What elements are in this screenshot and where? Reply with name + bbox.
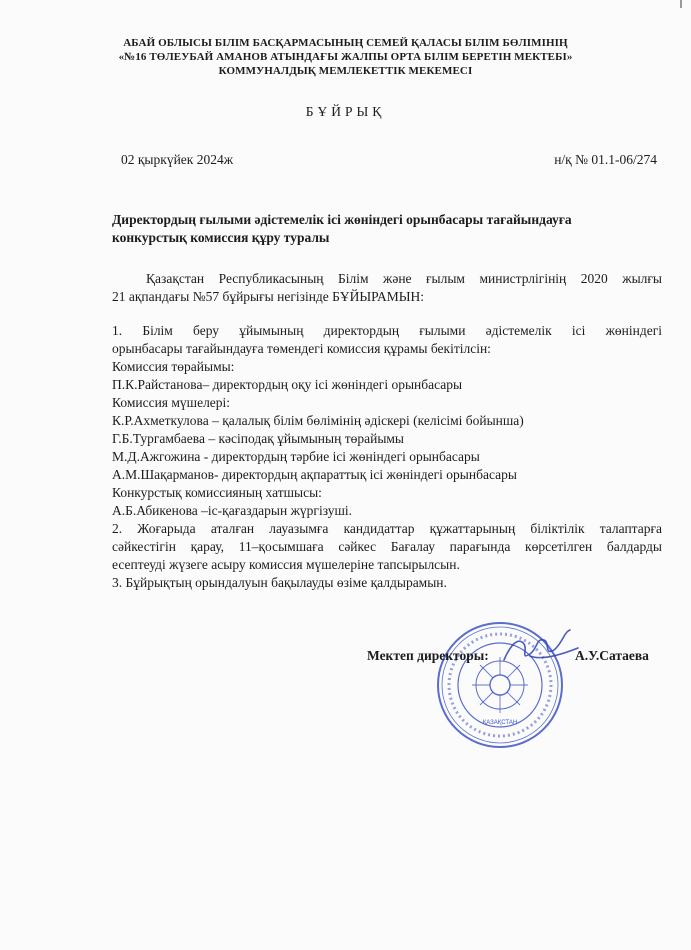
list-line: сәйкестігін қарау, 11–қосымшаға сәйкес Бағалау парағында көрсетілген балдарды	[112, 539, 662, 554]
list-line: Комиссия мүшелері:	[112, 395, 231, 410]
order-items	[112, 322, 662, 592]
list-line: 1. Білім беру ұйымының директордың ғылыми әдістемелік ісі жөніндегі	[112, 323, 662, 338]
list-line: Г.Б.Тургамбаева – кәсіподақ ұйымының төрайымы	[112, 431, 404, 446]
signature-role: Мектеп директоры:	[367, 648, 489, 663]
scan-mark	[680, 0, 682, 8]
handwritten-signature	[500, 626, 582, 670]
subject-line-2: конкурстық комиссия құру туралы	[112, 230, 330, 245]
subject-line-1: Директордың ғылыми әдістемелік ісі жөніндегі орынбасары тағайындауға	[112, 212, 572, 227]
intro-line-1: Қазақстан Республикасының Білім және ғылым министрлігінің 2020 жылғы	[146, 271, 662, 286]
list-line: орынбасары тағайындауға төмендегі комиссия құрамы бекітілсін:	[112, 341, 491, 356]
header-line-1: АБАЙ ОБЛЫСЫ БІЛІМ БАСҚАРМАСЫНЫҢ СЕМЕЙ ҚАЛАСЫ БІЛІМ БӨЛІМІНІҢ	[123, 37, 568, 49]
list-line: Конкурстық комиссияның хатшысы:	[112, 485, 322, 500]
seal-center-text: ҚАЗАҚСТАН	[482, 720, 518, 726]
list-line: М.Д.Ажгожина - директордың тәрбие ісі жөніндегі орынбасары	[112, 449, 480, 464]
list-line: К.Р.Ахметкулова – қалалық білім бөлімінің әдіскері (келісімі бойынша)	[112, 413, 524, 428]
order-number: н/қ № 01.1-06/274	[554, 152, 657, 167]
list-line: Комиссия төрайымы:	[112, 359, 235, 374]
intro-line-2: 21 ақпандағы №57 бұйрығы негізінде БҰЙЫРАМЫН:	[112, 289, 424, 304]
header-line-2: «№16 ТӨЛЕУБАЙ АМАНОВ АТЫНДАҒЫ ЖАЛПЫ ОРТА БІЛІМ БЕРЕТІН МЕКТЕБІ»	[118, 51, 573, 63]
list-line: 2. Жоғарыда аталған лауазымға кандидаттар құжаттарының біліктілік талаптарға	[112, 521, 662, 536]
header-line-3: КОММУНАЛДЫҚ МЕМЛЕКЕТТІК МЕКЕМЕСІ	[218, 65, 473, 77]
signature-name: А.У.Сатаева	[575, 648, 649, 663]
intro-paragraph	[112, 270, 662, 306]
document-header	[0, 36, 691, 78]
order-date: 02 қыркүйек 2024ж	[121, 152, 234, 167]
order-subject	[112, 211, 657, 247]
order-title: БҰЙРЫҚ	[305, 104, 386, 119]
list-line: 3. Бұйрықтың орындалуын бақылауды өзіме қалдырамын.	[112, 575, 447, 590]
list-line: А.Б.Абикенова –іс-қағаздарын жүргізуші.	[112, 503, 353, 518]
list-line: П.К.Райстанова– директордың оқу ісі жөніндегі орынбасары	[112, 377, 463, 392]
list-line: есептеуді жүзеге асыру комиссия мүшелеріне тапсырылсын.	[112, 557, 460, 572]
list-line: А.М.Шақарманов- директордың ақпараттық ісі жөніндегі орынбасары	[112, 467, 517, 482]
